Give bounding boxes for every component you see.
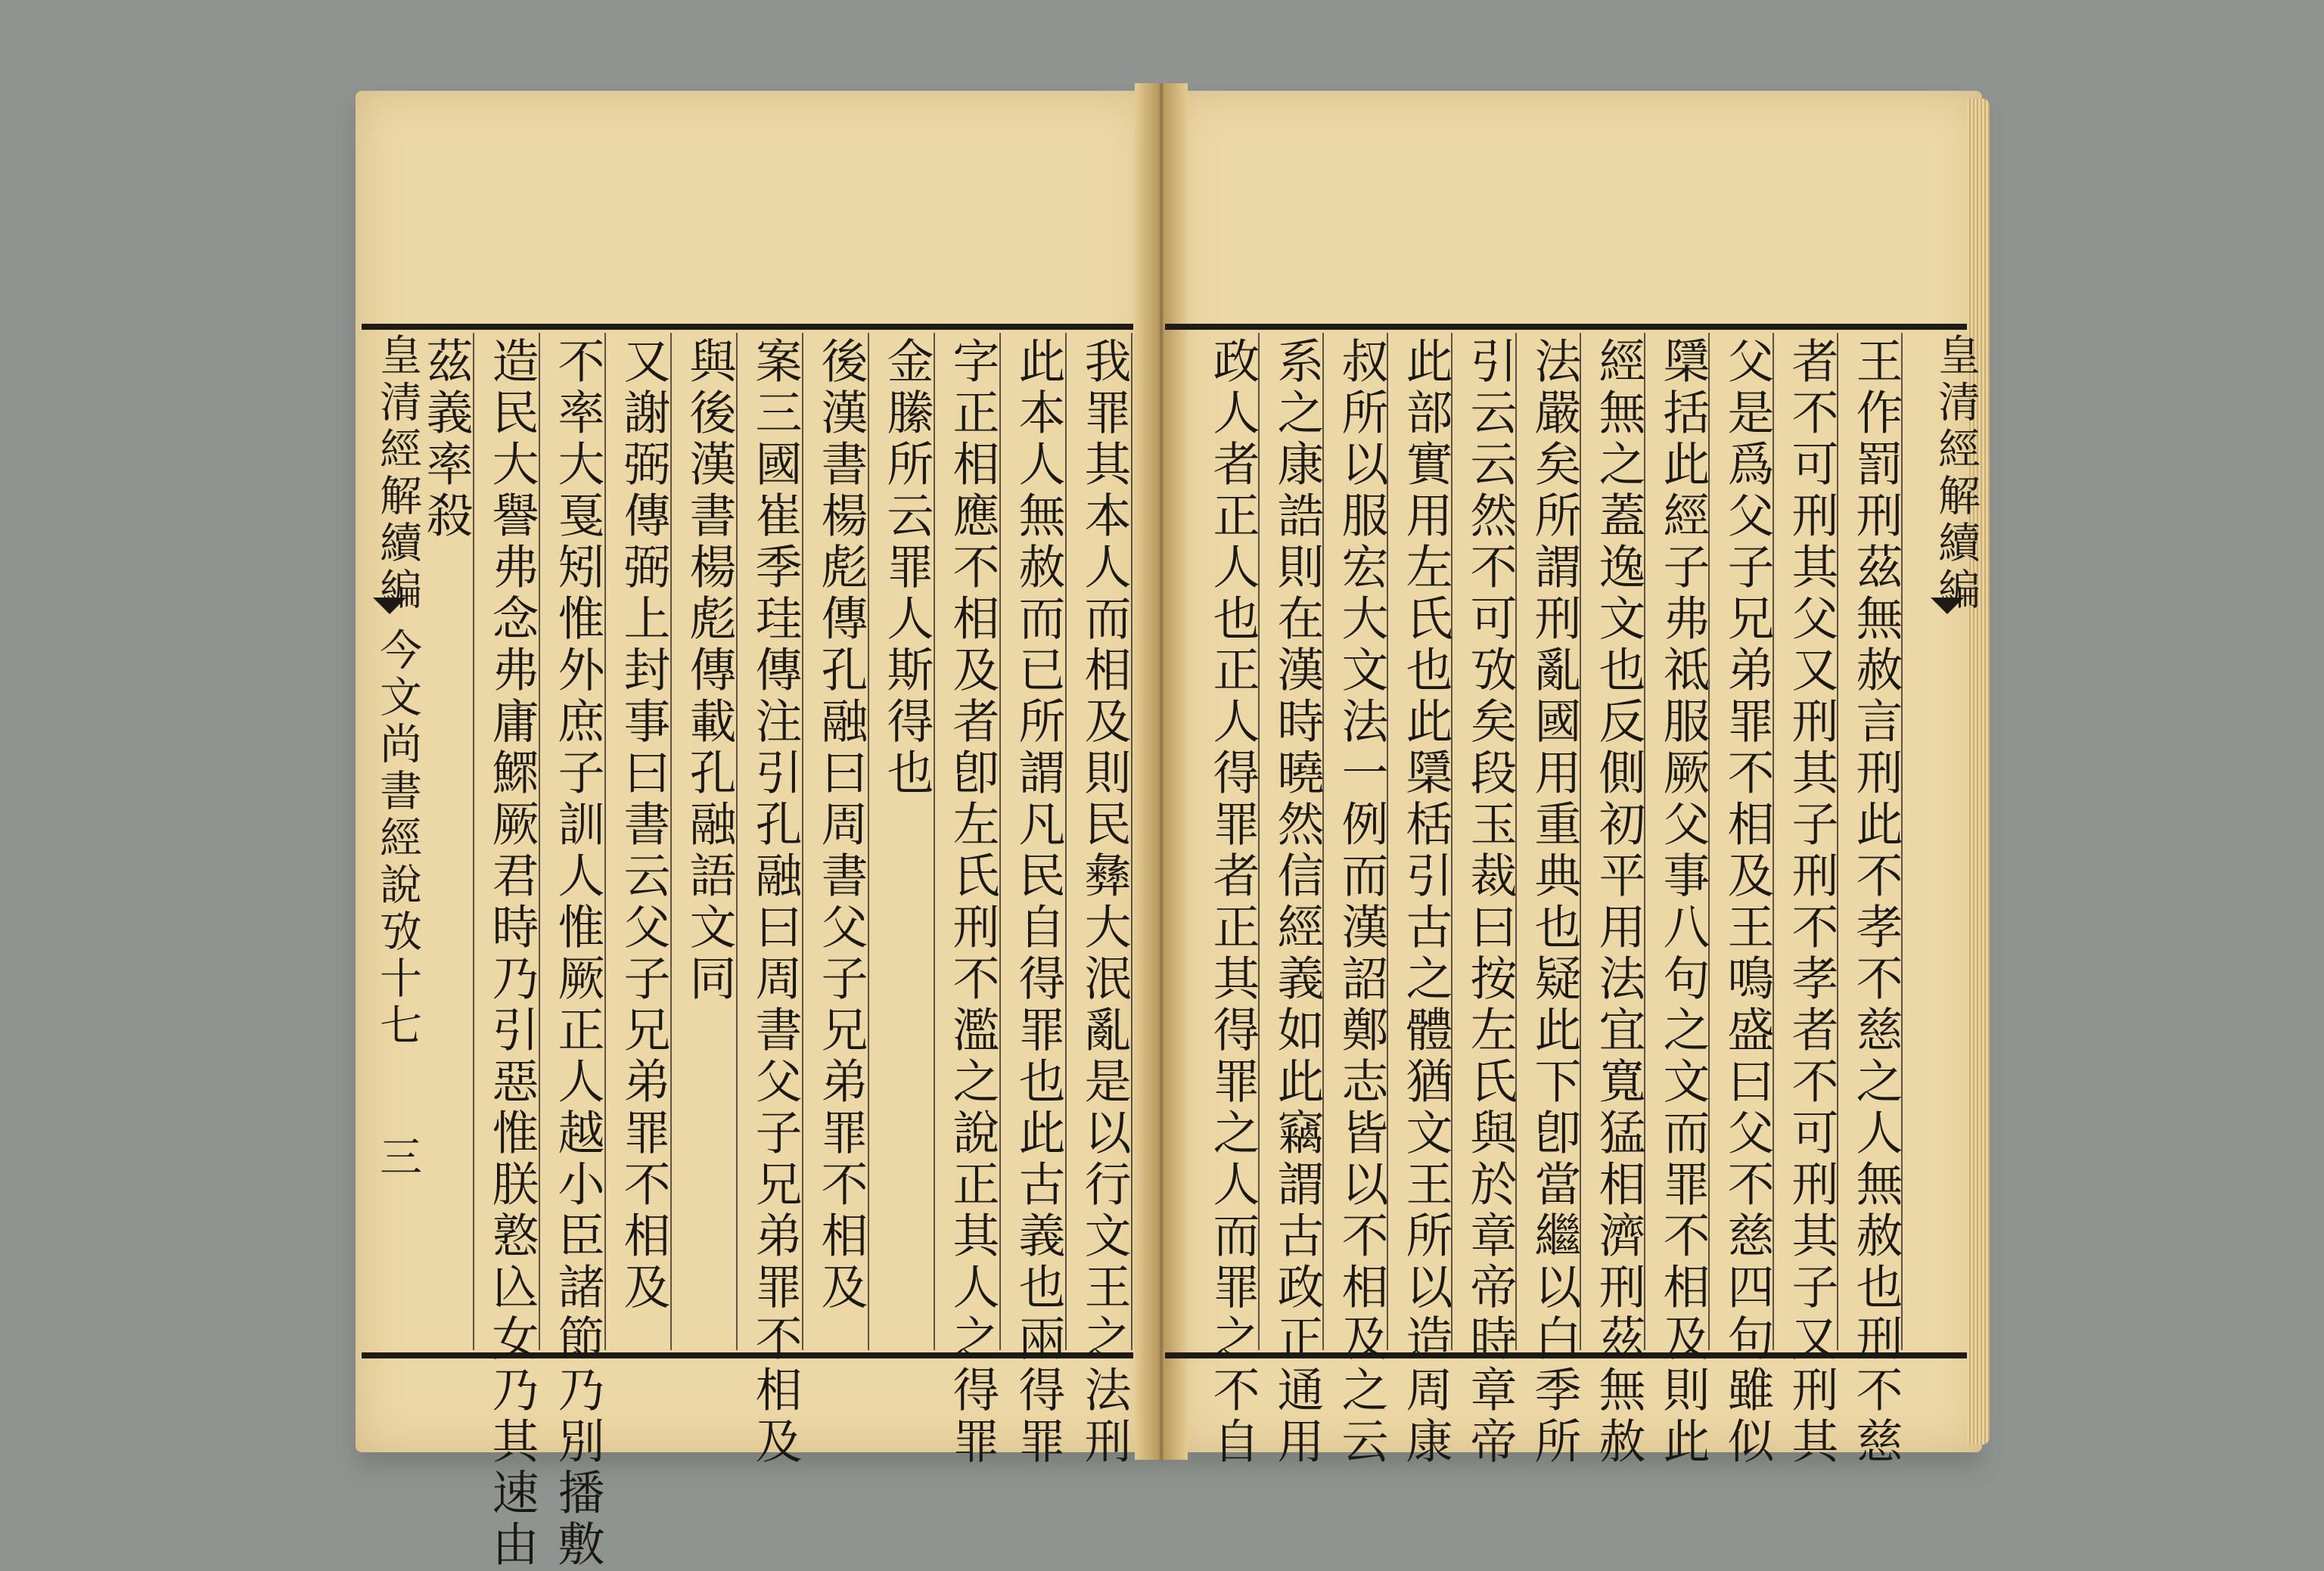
top-frame-rule-right xyxy=(1165,324,1967,330)
page-edge-stack xyxy=(1967,98,1990,1445)
left-text-column: 茲義率殺 xyxy=(418,337,474,542)
top-frame-rule-left xyxy=(362,324,1133,330)
right-text-column: 叔所以服宏大文法一例而漢詔鄭志皆以不相及之云 xyxy=(1334,337,1389,1468)
right-margin-series-title: 皇清經解續編 xyxy=(1931,333,1981,614)
right-text-column: 系之康誥則在漢時曉然信經義如此竊謂古政正通用 xyxy=(1269,337,1325,1468)
left-text-column: 此本人無赦而已所謂凡民自得罪也此古義也兩得罪 xyxy=(1011,337,1066,1468)
left-text-column: 字正相應不相及者卽左氏刑不濫之說正其人之得罪 xyxy=(945,337,1000,1468)
book-gutter xyxy=(1135,83,1188,1460)
left-margin-series-title: 皇清經解續編 xyxy=(373,333,422,614)
right-text-column: 父是爲父子兄弟罪不相及王鳴盛曰父不慈四句雖似 xyxy=(1720,337,1775,1468)
left-text-column: 我罪其本人而相及則民彝大泯亂是以行文王之法刑 xyxy=(1077,337,1132,1468)
right-text-column: 法嚴矣所謂刑亂國用重典也疑此下卽當繼以白季所 xyxy=(1527,337,1582,1468)
left-text-column: 金縢所云罪人斯得也 xyxy=(879,337,934,799)
fishtail-mark-right xyxy=(1931,598,1964,614)
left-text-column: 後漢書楊彪傳孔融曰周書父子兄弟罪不相及 xyxy=(813,337,868,1314)
right-text-column: 王作罰刑茲無赦言刑此不孝不慈之人無赦也刑不慈 xyxy=(1848,337,1903,1468)
left-text-column: 與後漢書楊彪傳載孔融語文同 xyxy=(682,337,737,1005)
right-text-column: 檃括此經子弗祗服厥父事八句之文而罪不相及則此 xyxy=(1655,337,1710,1468)
fishtail-mark-left xyxy=(373,598,406,614)
left-text-column: 案三國崔季珪傳注引孔融曰周書父子兄弟罪不相及 xyxy=(747,337,803,1468)
left-text-column: 不率大戛矧惟外庶子訓人惟厥正人越小臣諸節乃別播敷 xyxy=(550,337,605,1571)
left-margin-page-number: 三 xyxy=(373,1135,422,1181)
right-text-column: 者不可刑其父又刑其子刑不孝者不可刑其子又刑其 xyxy=(1784,337,1839,1468)
left-text-column: 造民大譽弗念弗庸鰥厥君時乃引惡惟朕憝兦女乃其速由 xyxy=(484,337,539,1571)
left-text-column: 又謝弼傳弼上封事曰書云父子兄弟罪不相及 xyxy=(616,337,671,1314)
right-text-column: 此部實用左氏也此檃栝引古之體猶文王所以造周康 xyxy=(1398,337,1453,1468)
right-text-column: 政人者正人也正人得罪者正其得罪之人而罪之不自 xyxy=(1205,337,1260,1468)
right-text-column: 引云云然不可攷矣段玉裁曰按左氏與於章帝時章帝 xyxy=(1462,337,1518,1468)
right-text-column: 經無之蓋逸文也反側初平用法宜寬猛相濟刑茲無赦 xyxy=(1591,337,1646,1468)
left-margin-chapter: 今文尚書經說攷十七 xyxy=(373,628,422,1050)
